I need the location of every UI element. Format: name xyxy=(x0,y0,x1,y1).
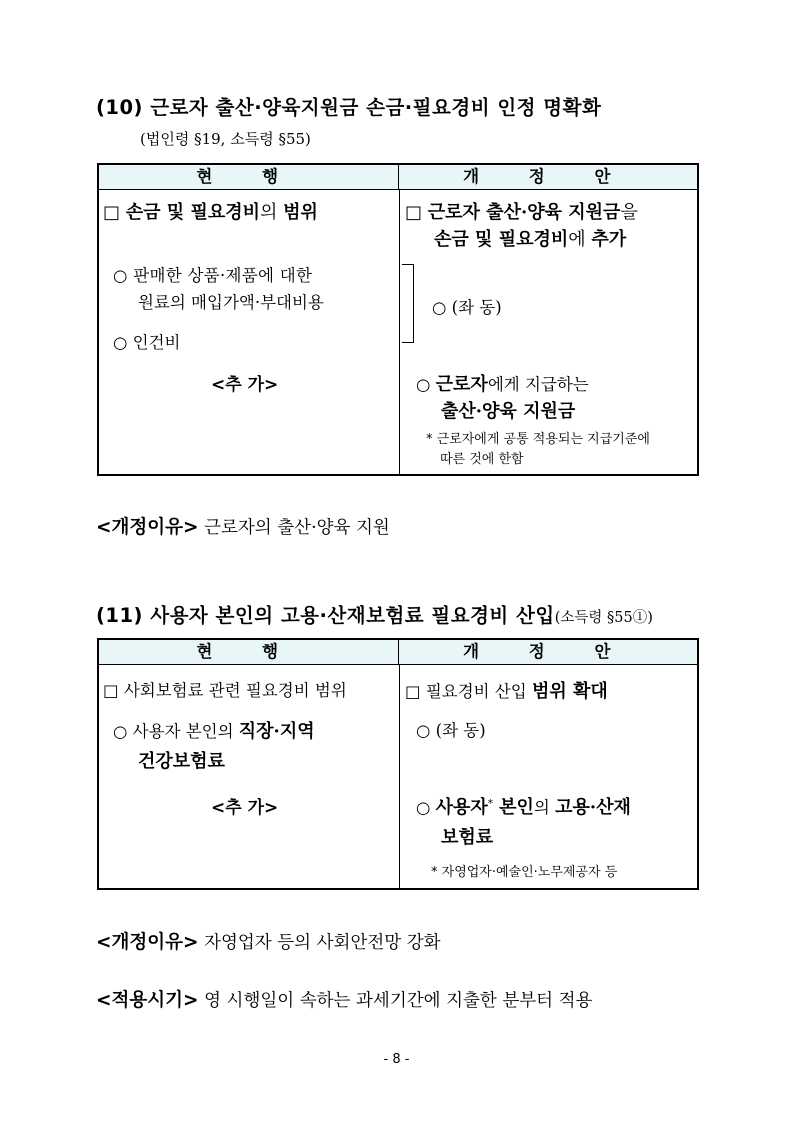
proposed-new-item-line2: 출산·양육 지원금 xyxy=(441,401,576,422)
proposed-same: ○ (좌 동) xyxy=(416,721,486,740)
section-11-title: (11) 사용자 본인의 고용·산재보험료 필요경비 산입(소득령 §55①) xyxy=(96,604,653,627)
table-header xyxy=(99,640,697,665)
page-number: - 8 - xyxy=(383,1052,410,1067)
section-11-reason: <개정이유> 자영업자 등의 사회안전망 강화 xyxy=(96,932,441,953)
section-10-reason: <개정이유> 근로자의 출산·양육 지원 xyxy=(96,517,390,538)
current-item-materials-line2: 원료의 매입가액·부대비용 xyxy=(138,293,324,312)
same-bracket xyxy=(402,264,414,343)
table-header xyxy=(99,165,697,190)
section-10-table xyxy=(97,163,699,476)
current-insurance-box: □ 사회보험료 관련 필요경비 범위 xyxy=(103,681,347,700)
proposed-new-item-line2: 보험료 xyxy=(441,827,494,848)
current-item-labor: ○ 인건비 xyxy=(113,333,181,352)
header-current: 현 행 xyxy=(99,640,399,664)
current-add-marker: <추 가> xyxy=(211,798,279,818)
section-10-title: (10) 근로자 출산·양육지원금 손금·필요경비 인정 명확화 xyxy=(96,96,602,119)
proposed-note-line2: 따른 것에 한함 xyxy=(440,452,524,467)
proposed-same: ○ (좌 동) xyxy=(432,298,502,317)
proposed-expand-box: □ 필요경비 산입 범위 확대 xyxy=(405,681,608,702)
proposed-box-line2: 손금 및 필요경비에 추가 xyxy=(434,229,627,250)
proposed-new-item: ○ 사용자* 본인의 고용·산재 xyxy=(416,797,631,818)
current-health-item: ○ 사용자 본인의 직장·지역 xyxy=(113,721,315,742)
current-add-marker: <추 가> xyxy=(211,375,279,395)
proposed-new-item: ○ 근로자에게 지급하는 xyxy=(416,374,589,395)
section-10-law-ref: (법인령 §19, 소득령 §55) xyxy=(140,130,311,148)
current-item-materials: ○ 판매한 상품·제품에 대한 xyxy=(113,266,313,285)
current-health-item-line2: 건강보험료 xyxy=(138,751,225,772)
section-11-effective-date: <적용시기> 영 시행일이 속하는 과세기간에 지출한 분부터 적용 xyxy=(96,990,593,1011)
header-proposed: 개 정 안 xyxy=(463,167,633,186)
header-proposed: 개 정 안 xyxy=(463,642,633,661)
current-scope-box: □ 손금 및 필요경비의 범위 xyxy=(103,202,318,223)
proposed-note: * 자영업자·예술인·노무제공자 등 xyxy=(431,865,618,880)
proposed-box-line1: □ 근로자 출산·양육 지원금을 xyxy=(405,202,638,223)
header-current: 현 행 xyxy=(99,165,399,189)
section-11-table xyxy=(97,638,699,890)
proposed-note-line1: * 근로자에게 공통 적용되는 지급기준에 xyxy=(426,432,650,447)
